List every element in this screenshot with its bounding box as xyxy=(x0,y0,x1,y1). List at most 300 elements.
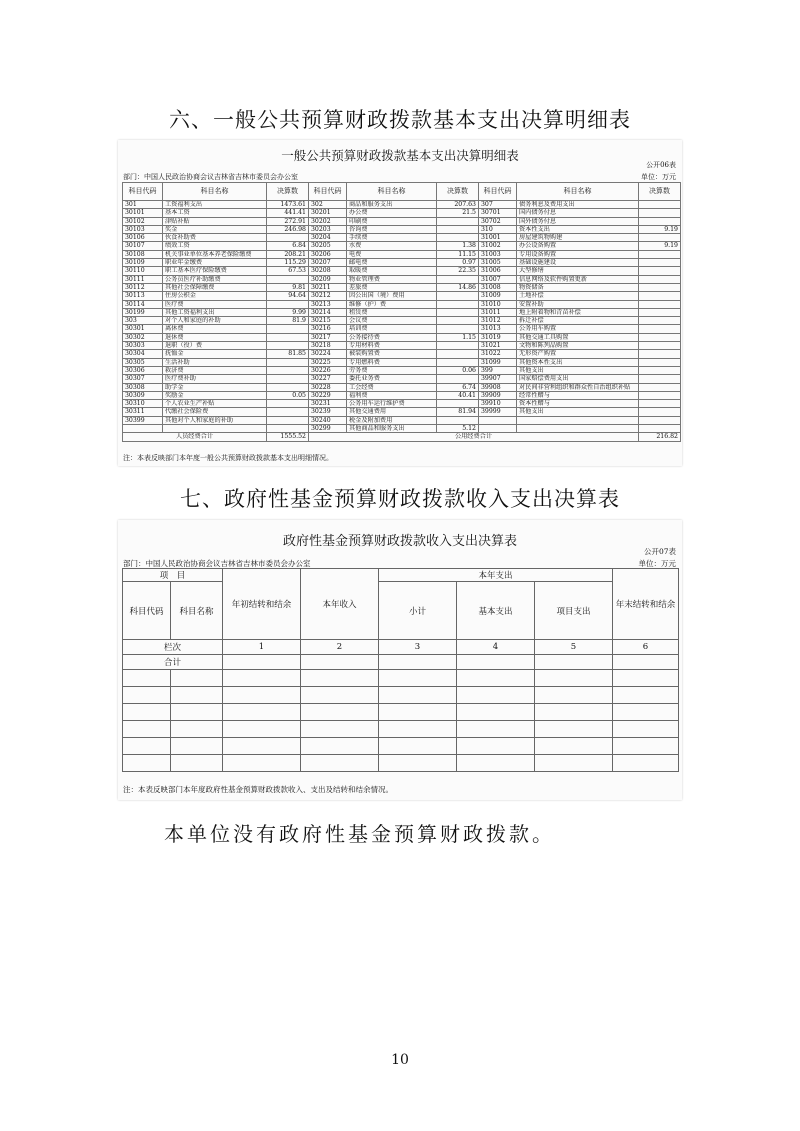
table1-name-cell: 代缴社会保险费 xyxy=(163,408,267,416)
table1-code-cell: 31006 xyxy=(479,267,517,275)
table1-code-cell: 39907 xyxy=(479,375,517,383)
empty-row xyxy=(123,721,679,738)
table1-name-cell: 奖金 xyxy=(163,225,267,233)
table1-amount-cell: 21.5 xyxy=(437,209,479,217)
table1-row xyxy=(123,350,681,358)
column-number-label: 栏次 xyxy=(123,640,223,655)
table1-code-cell: 31012 xyxy=(479,317,517,325)
table1-name-cell: 债务利息及费用支出 xyxy=(517,201,639,209)
table1-name-cell: 其他交通工具购置 xyxy=(517,333,639,341)
table1-code-cell: 30309 xyxy=(123,391,163,399)
table1-amount-cell: 1.38 xyxy=(437,242,479,250)
table1-amount-cell xyxy=(437,275,479,283)
table1-name-cell: 租赁费 xyxy=(347,308,437,316)
table1-code-cell: 31001 xyxy=(479,234,517,242)
table1-row xyxy=(123,275,681,283)
column-number-row xyxy=(123,640,679,655)
table1-name-cell: 国外债务付息 xyxy=(517,217,639,225)
table1-department: 部门：中国人民政治协商会议吉林省吉林市委员会办公室 xyxy=(123,173,298,181)
table1-code-cell: 30112 xyxy=(123,283,163,291)
table1-code-cell: 30202 xyxy=(309,217,347,225)
table1-code-cell: 310 xyxy=(479,225,517,233)
table1-name-cell: 职业年金缴费 xyxy=(163,259,267,267)
table1-code-cell: 30101 xyxy=(123,209,163,217)
table1-amount-cell: 67.53 xyxy=(267,267,309,275)
table1-code-cell: 31002 xyxy=(479,242,517,250)
table1-column-header: 科目代码 xyxy=(123,183,163,201)
table1-row xyxy=(123,425,681,433)
table1-column-header: 决算数 xyxy=(267,183,309,201)
table1-name-cell: 无形资产购置 xyxy=(517,350,639,358)
table1-row xyxy=(123,391,681,399)
table1-name-cell: 物业管理费 xyxy=(347,275,437,283)
table1-amount-cell xyxy=(639,275,681,283)
table1-code-cell: 30216 xyxy=(309,325,347,333)
table1-name-cell: 对民间非营利组织和群众性自治组织补贴 xyxy=(517,383,639,391)
table1-code-cell: 30304 xyxy=(123,350,163,358)
table1-name-cell: 大型修缮 xyxy=(517,267,639,275)
table1-name-cell: 信息网络及软件购置更新 xyxy=(517,275,639,283)
table1-amount-cell xyxy=(267,275,309,283)
table1-name-cell: 专用设备购置 xyxy=(517,250,639,258)
table1-code-cell: 30213 xyxy=(309,300,347,308)
table1-code-cell: 30206 xyxy=(309,250,347,258)
table1-name-cell: 委托业务费 xyxy=(347,375,437,383)
table1-amount-cell xyxy=(639,400,681,408)
table1-code-cell xyxy=(123,425,163,433)
table1-name-cell: 其他对个人和家庭的补助 xyxy=(163,416,267,424)
table1-name-cell: 伙食补助费 xyxy=(163,234,267,242)
table1-name-cell: 资本性赠与 xyxy=(517,400,639,408)
column-number: 3 xyxy=(379,640,457,655)
table1-amount-cell xyxy=(639,408,681,416)
table1-code-cell: 307 xyxy=(479,201,517,209)
table1-code-cell: 30108 xyxy=(123,250,163,258)
table1-name-cell: 印刷费 xyxy=(347,217,437,225)
column-number: 6 xyxy=(613,640,679,655)
table1-code-cell: 30311 xyxy=(123,408,163,416)
table1-amount-cell: 40.41 xyxy=(437,391,479,399)
column-number: 4 xyxy=(457,640,535,655)
gov-fund-table-image xyxy=(118,520,682,800)
table1-row xyxy=(123,333,681,341)
table2-department: 部门：中国人民政治协商会议吉林省吉林市委员会办公室 xyxy=(123,559,311,568)
column-number: 2 xyxy=(301,640,379,655)
table1-row xyxy=(123,366,681,374)
table1-amount-cell xyxy=(267,416,309,424)
table1-amount-cell xyxy=(639,333,681,341)
table1-amount-cell xyxy=(639,283,681,291)
table1-name-cell: 个人农业生产补贴 xyxy=(163,400,267,408)
table1-amount-cell xyxy=(267,358,309,366)
table1-code-cell xyxy=(479,416,517,424)
table1-code-cell: 30102 xyxy=(123,217,163,225)
table1-amount-cell xyxy=(267,300,309,308)
table1-amount-cell: 9.19 xyxy=(639,225,681,233)
table1-amount-cell xyxy=(437,400,479,408)
table1-name-cell: 职工基本医疗保险缴费 xyxy=(163,267,267,275)
table1-row xyxy=(123,217,681,225)
table1-name-cell: 维修（护）费 xyxy=(347,300,437,308)
table1-amount-cell xyxy=(267,325,309,333)
table1-code-cell: 30212 xyxy=(309,292,347,300)
table1-name-cell: 对个人和家庭的补助 xyxy=(163,317,267,325)
column-number: 1 xyxy=(223,640,301,655)
table1-code-cell: 31011 xyxy=(479,308,517,316)
table1-code-cell: 30301 xyxy=(123,325,163,333)
table1-amount-cell: 207.63 xyxy=(437,201,479,209)
gov-fund-table xyxy=(122,568,679,772)
table1-name-cell: 公务用车购置 xyxy=(517,325,639,333)
table1-name-cell: 电费 xyxy=(347,250,437,258)
table1-code-cell: 30227 xyxy=(309,375,347,383)
table1-sheet-no: 公开06表 xyxy=(646,161,676,169)
table1-column-header: 科目名称 xyxy=(163,183,267,201)
table1-amount-cell xyxy=(267,383,309,391)
table1-name-cell: 文物和陈列品购置 xyxy=(517,342,639,350)
table1-amount-cell xyxy=(639,358,681,366)
table1-name-cell: 绩效工资 xyxy=(163,242,267,250)
table1-code-cell: 30239 xyxy=(309,408,347,416)
table1-amount-cell xyxy=(437,350,479,358)
table1-amount-cell: 9.19 xyxy=(639,242,681,250)
table1-code-cell: 39910 xyxy=(479,400,517,408)
item-header: 项 目 xyxy=(123,569,223,582)
table1-row xyxy=(123,358,681,366)
table1-row xyxy=(123,267,681,275)
table1-code-cell: 31003 xyxy=(479,250,517,258)
table1-name-cell: 物资储备 xyxy=(517,283,639,291)
table1-row xyxy=(123,300,681,308)
table1-amount-cell xyxy=(639,375,681,383)
table1-code-cell: 31010 xyxy=(479,300,517,308)
table1-code-cell: 30107 xyxy=(123,242,163,250)
table1-code-cell: 30225 xyxy=(309,358,347,366)
table1-amount-cell xyxy=(267,342,309,350)
table1-amount-cell xyxy=(639,425,681,433)
table1-code-cell: 31007 xyxy=(479,275,517,283)
table1-code-cell: 30110 xyxy=(123,267,163,275)
table1-name-cell: 医疗费 xyxy=(163,300,267,308)
beginning-balance-header: 年初结转和结余 xyxy=(223,569,301,640)
table1-name-cell: 助学金 xyxy=(163,383,267,391)
table1-column-header: 决算数 xyxy=(639,183,681,201)
total-row xyxy=(123,655,679,670)
table1-name-cell: 公务用车运行维护费 xyxy=(347,400,437,408)
table1-amount-cell xyxy=(639,342,681,350)
table1-code-cell: 30702 xyxy=(479,217,517,225)
table1-amount-cell xyxy=(267,400,309,408)
table1-code-cell: 30114 xyxy=(123,300,163,308)
table1-code-cell xyxy=(479,425,517,433)
table1-name-cell: 其他交通费用 xyxy=(347,408,437,416)
table1-name-cell: 基础设施建设 xyxy=(517,259,639,267)
table1-name-cell: 其他工资福利支出 xyxy=(163,308,267,316)
table1-row xyxy=(123,242,681,250)
table1-amount-cell xyxy=(639,234,681,242)
table1-code-cell: 303 xyxy=(123,317,163,325)
table1-code-cell: 30205 xyxy=(309,242,347,250)
table1-code-cell: 31019 xyxy=(479,333,517,341)
table1-amount-cell xyxy=(267,408,309,416)
table1-amount-cell xyxy=(437,325,479,333)
table1-column-header: 科目名称 xyxy=(347,183,437,201)
no-fund-statement: 本单位没有政府性基金预算财政拨款。 xyxy=(164,822,555,846)
table1-name-cell: 其他支出 xyxy=(517,408,639,416)
table1-name-cell: 资本性支出 xyxy=(517,225,639,233)
table1-code-cell: 30231 xyxy=(309,400,347,408)
table1-amount-cell xyxy=(267,333,309,341)
table1-amount-cell: 81.94 xyxy=(437,408,479,416)
table1-amount-cell xyxy=(639,201,681,209)
table1-column-header: 科目代码 xyxy=(309,183,347,201)
table1-amount-cell xyxy=(639,267,681,275)
section-seven-heading: 七、政府性基金预算财政拨款收入支出决算表 xyxy=(180,487,620,511)
table1-name-cell: 公务接待费 xyxy=(347,333,437,341)
public-total-label: 公用经费合计 xyxy=(309,433,639,441)
table1-code-cell: 30113 xyxy=(123,292,163,300)
basic-expenditure-table xyxy=(122,182,681,442)
table1-code-cell: 39909 xyxy=(479,391,517,399)
table1-amount-cell xyxy=(639,325,681,333)
table1-code-cell: 30701 xyxy=(479,209,517,217)
table2-note: 注：本表反映部门本年度政府性基金预算财政拨款收入、支出及结转和结余情况。 xyxy=(123,785,393,794)
table1-amount-cell: 441.41 xyxy=(267,209,309,217)
table1-amount-cell xyxy=(437,292,479,300)
table1-row xyxy=(123,209,681,217)
table1-code-cell: 30308 xyxy=(123,383,163,391)
table1-amount-cell: 6.84 xyxy=(267,242,309,250)
table1-name-cell: 生活补助 xyxy=(163,358,267,366)
table1-code-cell: 30240 xyxy=(309,416,347,424)
table1-name-cell: 办公费 xyxy=(347,209,437,217)
table1-name-cell: 退职（役）费 xyxy=(163,342,267,350)
table1-total-row xyxy=(123,433,681,441)
table1-name-cell: 劳务费 xyxy=(347,366,437,374)
column-number: 5 xyxy=(535,640,613,655)
basic-expenditure-table-image xyxy=(118,140,682,466)
table1-code-cell: 30211 xyxy=(309,283,347,291)
table1-row xyxy=(123,201,681,209)
table1-amount-cell: 94.64 xyxy=(267,292,309,300)
table1-row xyxy=(123,259,681,267)
table1-name-cell: 救济费 xyxy=(163,366,267,374)
table2-unit: 单位：万元 xyxy=(638,559,676,568)
table1-column-header: 科目名称 xyxy=(517,183,639,201)
table1-amount-cell xyxy=(437,225,479,233)
table1-amount-cell xyxy=(437,234,479,242)
table1-name-cell: 公务员医疗补助缴费 xyxy=(163,275,267,283)
table1-name-cell xyxy=(517,425,639,433)
table1-amount-cell xyxy=(437,358,479,366)
table1-amount-cell: 1.15 xyxy=(437,333,479,341)
income-header: 本年收入 xyxy=(301,569,379,640)
table1-code-cell: 30217 xyxy=(309,333,347,341)
table1-code-cell: 30203 xyxy=(309,225,347,233)
table1-code-cell: 30109 xyxy=(123,259,163,267)
table1-amount-cell: 9.81 xyxy=(267,283,309,291)
table1-amount-cell xyxy=(639,416,681,424)
table1-code-cell: 31022 xyxy=(479,350,517,358)
table1-name-cell: 工会经费 xyxy=(347,383,437,391)
table1-name-cell: 退休费 xyxy=(163,333,267,341)
table1-row xyxy=(123,225,681,233)
table1-amount-cell xyxy=(639,308,681,316)
table1-code-cell: 30208 xyxy=(309,267,347,275)
table1-name-cell: 房屋建筑物购建 xyxy=(517,234,639,242)
table1-code-cell: 30299 xyxy=(309,425,347,433)
table1-name-cell: 被装购置费 xyxy=(347,350,437,358)
table1-amount-cell xyxy=(639,217,681,225)
table1-name-cell: 工资福利支出 xyxy=(163,201,267,209)
table1-code-cell: 30111 xyxy=(123,275,163,283)
table1-name-cell: 培训费 xyxy=(347,325,437,333)
table1-row xyxy=(123,292,681,300)
table1-amount-cell xyxy=(437,342,479,350)
table1-name-cell: 津贴补贴 xyxy=(163,217,267,225)
ending-balance-header: 年末结转和结余 xyxy=(613,569,679,640)
table1-name-cell: 咨询费 xyxy=(347,225,437,233)
table1-name-cell: 其他商品和服务支出 xyxy=(347,425,437,433)
table1-amount-cell: 9.99 xyxy=(267,308,309,316)
table1-code-cell: 39999 xyxy=(479,408,517,416)
table1-name-cell: 地上附着物和青苗补偿 xyxy=(517,308,639,316)
table1-code-cell: 30215 xyxy=(309,317,347,325)
table1-code-cell: 30302 xyxy=(123,333,163,341)
section-six-heading: 六、一般公共预算财政拨款基本支出决算明细表 xyxy=(169,108,631,132)
table1-code-cell: 31021 xyxy=(479,342,517,350)
table1-name-cell: 医疗费补助 xyxy=(163,375,267,383)
table1-amount-cell: 5.12 xyxy=(437,425,479,433)
table1-row xyxy=(123,283,681,291)
code-header: 科目代码 xyxy=(123,582,171,640)
table1-code-cell: 30310 xyxy=(123,400,163,408)
basic-expenditure-header: 基本支出 xyxy=(457,582,535,640)
personnel-total-value: 1555.52 xyxy=(267,433,309,441)
table1-amount-cell xyxy=(267,425,309,433)
table1-row xyxy=(123,317,681,325)
table1-code-cell: 30201 xyxy=(309,209,347,217)
table1-amount-cell: 14.86 xyxy=(437,283,479,291)
table1-amount-cell xyxy=(437,317,479,325)
empty-row xyxy=(123,670,679,687)
table1-code-cell: 30303 xyxy=(123,342,163,350)
table1-amount-cell: 81.9 xyxy=(267,317,309,325)
table1-code-cell: 30399 xyxy=(123,416,163,424)
table1-name-cell: 商品和服务支出 xyxy=(347,201,437,209)
table1-name-cell: 基本工资 xyxy=(163,209,267,217)
table1-amount-cell xyxy=(639,300,681,308)
table1-code-cell: 30306 xyxy=(123,366,163,374)
table1-amount-cell: 22.35 xyxy=(437,267,479,275)
table1-amount-cell: 272.91 xyxy=(267,217,309,225)
table1-name-cell: 税金及附加费用 xyxy=(347,416,437,424)
table1-code-cell: 31099 xyxy=(479,358,517,366)
table1-name-cell: 经常性赠与 xyxy=(517,391,639,399)
subtotal-header: 小计 xyxy=(379,582,457,640)
table1-amount-cell: 6.74 xyxy=(437,383,479,391)
table1-amount-cell xyxy=(437,217,479,225)
table1-name-cell: 专用燃料费 xyxy=(347,358,437,366)
table1-row xyxy=(123,234,681,242)
table1-amount-cell xyxy=(437,308,479,316)
table1-amount-cell xyxy=(267,234,309,242)
empty-row xyxy=(123,738,679,755)
table1-name-cell xyxy=(517,416,639,424)
table1-name-cell: 手续费 xyxy=(347,234,437,242)
table1-amount-cell: 246.98 xyxy=(267,225,309,233)
project-expenditure-header: 项目支出 xyxy=(535,582,613,640)
page-number: 10 xyxy=(391,1052,409,1068)
table1-name-cell: 水费 xyxy=(347,242,437,250)
table1-amount-cell: 0.06 xyxy=(437,366,479,374)
table1-amount-cell xyxy=(639,391,681,399)
table1-code-cell: 30204 xyxy=(309,234,347,242)
table1-code-cell: 302 xyxy=(309,201,347,209)
table1-row xyxy=(123,383,681,391)
table1-code-cell: 30218 xyxy=(309,342,347,350)
public-total-value: 216.82 xyxy=(639,433,681,441)
table1-name-cell: 国内债务付息 xyxy=(517,209,639,217)
table1-column-header: 决算数 xyxy=(437,183,479,201)
table1-name-cell: 奖励金 xyxy=(163,391,267,399)
table1-code-cell: 31008 xyxy=(479,283,517,291)
table1-row xyxy=(123,408,681,416)
table1-code-cell: 399 xyxy=(479,366,517,374)
table1-amount-cell xyxy=(267,366,309,374)
table1-amount-cell xyxy=(639,292,681,300)
table1-name-cell: 其他社会保障缴费 xyxy=(163,283,267,291)
table1-amount-cell: 1473.61 xyxy=(267,201,309,209)
table1-name-cell: 其他资本性支出 xyxy=(517,358,639,366)
table1-row xyxy=(123,342,681,350)
table2-title: 政府性基金预算财政拨款收入支出决算表 xyxy=(282,534,517,549)
table1-amount-cell xyxy=(639,383,681,391)
table1-code-cell: 30307 xyxy=(123,375,163,383)
table1-row xyxy=(123,308,681,316)
table1-amount-cell xyxy=(639,259,681,267)
table1-code-cell: 31009 xyxy=(479,292,517,300)
expenditure-header: 本年支出 xyxy=(379,569,613,582)
table1-amount-cell: 81.85 xyxy=(267,350,309,358)
table1-name-cell: 福利费 xyxy=(347,391,437,399)
table1-name-cell: 拆迁补偿 xyxy=(517,317,639,325)
table1-code-cell: 30209 xyxy=(309,275,347,283)
table1-row xyxy=(123,250,681,258)
table1-row xyxy=(123,416,681,424)
total-label: 合计 xyxy=(123,655,223,670)
table1-name-cell: 办公设备购置 xyxy=(517,242,639,250)
table1-unit: 单位：万元 xyxy=(641,173,676,181)
table1-amount-cell: 0.97 xyxy=(437,259,479,267)
table1-amount-cell xyxy=(437,375,479,383)
table1-code-cell: 30103 xyxy=(123,225,163,233)
table1-code-cell: 301 xyxy=(123,201,163,209)
table1-name-cell: 机关事业单位基本养老保险缴费 xyxy=(163,250,267,258)
table1-code-cell: 30106 xyxy=(123,234,163,242)
table1-name-cell: 安置补助 xyxy=(517,300,639,308)
table1-name-cell: 其他支出 xyxy=(517,366,639,374)
table1-name-cell: 邮电费 xyxy=(347,259,437,267)
table1-amount-cell xyxy=(267,375,309,383)
table1-amount-cell xyxy=(639,366,681,374)
personnel-total-label: 人员经费合计 xyxy=(123,433,267,441)
table1-code-cell: 30207 xyxy=(309,259,347,267)
table1-code-cell: 30199 xyxy=(123,308,163,316)
table1-code-cell: 31005 xyxy=(479,259,517,267)
table1-code-cell: 30226 xyxy=(309,366,347,374)
table1-amount-cell: 115.29 xyxy=(267,259,309,267)
